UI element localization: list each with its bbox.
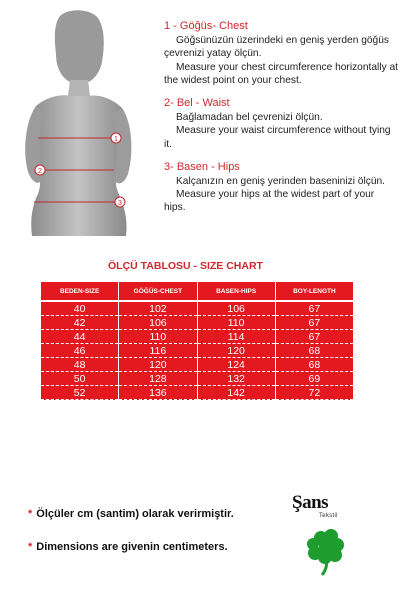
marker-3-label: 3	[118, 200, 122, 207]
waist-instruction-en: Measure your waist circumference without tying it.	[164, 125, 391, 150]
hips-instruction-tr: Kalçanızın en geniş yerinden baseninizi ölçün.	[176, 176, 385, 188]
chest-instruction-en: Measure your chest circumference horizontally at the widest point on your chest.	[164, 61, 398, 86]
table-row	[41, 386, 354, 400]
size-chart-title: ÖLÇÜ TABLOSU - SIZE CHART	[108, 260, 263, 272]
cell-hips: 110	[197, 316, 275, 330]
cell-hips: 132	[197, 372, 275, 386]
size-chart-header-row	[41, 282, 354, 302]
header-length: BOY-LENGTH	[275, 282, 353, 302]
asterisk-icon: *	[28, 541, 33, 553]
cell-chest: 110	[119, 330, 197, 344]
table-row	[41, 301, 354, 316]
asterisk-icon: *	[28, 508, 33, 520]
logo-brand-name: Şans	[292, 492, 329, 513]
four-leaf-clover-icon	[304, 526, 352, 576]
marker-1-label: 1	[114, 136, 118, 143]
cell-chest: 120	[119, 358, 197, 372]
cell-size: 42	[41, 316, 119, 330]
body-measurement-figure	[18, 10, 136, 238]
cell-length: 72	[275, 386, 353, 400]
cell-size: 46	[41, 344, 119, 358]
cell-hips: 106	[197, 301, 275, 316]
cell-length: 67	[275, 301, 353, 316]
cell-size: 48	[41, 358, 119, 372]
waist-instruction-tr: Bağlamadan bel çevrenizi ölçün.	[176, 112, 323, 124]
cell-chest: 116	[119, 344, 197, 358]
cell-size: 44	[41, 330, 119, 344]
table-row	[41, 330, 354, 344]
cell-length: 68	[275, 358, 353, 372]
waist-instruction	[164, 97, 398, 151]
cell-size: 52	[41, 386, 119, 400]
cell-length: 69	[275, 372, 353, 386]
cell-hips: 124	[197, 358, 275, 372]
cell-chest: 106	[119, 316, 197, 330]
table-row	[41, 344, 354, 358]
table-row	[41, 372, 354, 386]
chest-instruction	[164, 20, 398, 87]
marker-2-label: 2	[38, 168, 42, 175]
header-hips: BASEN-HIPS	[197, 282, 275, 302]
note-english-text: Dimensions are givenin centimeters.	[36, 541, 228, 553]
note-turkish-text: Ölçüler cm (santim) olarak verirmiştir.	[36, 508, 234, 520]
cell-hips: 120	[197, 344, 275, 358]
cell-length: 68	[275, 344, 353, 358]
hips-instruction	[164, 161, 398, 215]
note-english	[28, 541, 228, 553]
measurement-instructions	[164, 20, 398, 225]
cell-length: 67	[275, 330, 353, 344]
header-chest: GÖĞÜS-CHEST	[119, 282, 197, 302]
header-size: BEDEN-SIZE	[41, 282, 119, 302]
cell-size: 40	[41, 301, 119, 316]
hips-instruction-en: Measure your hips at the widest part of your hips.	[164, 189, 375, 214]
cell-chest: 102	[119, 301, 197, 316]
table-row	[41, 358, 354, 372]
size-chart-table	[40, 281, 354, 400]
logo-subtitle: Tekstil	[319, 513, 338, 519]
cell-chest: 128	[119, 372, 197, 386]
cell-chest: 136	[119, 386, 197, 400]
brand-logo	[286, 492, 358, 574]
cell-hips: 114	[197, 330, 275, 344]
cell-hips: 142	[197, 386, 275, 400]
chest-instruction-tr: Göğsünüzün üzerindeki en geniş yerden göğüs çevrenizi yatay ölçün.	[164, 35, 389, 60]
body-silhouette-illustration	[18, 10, 136, 238]
cell-length: 67	[275, 316, 353, 330]
cell-size: 50	[41, 372, 119, 386]
note-turkish	[28, 508, 234, 520]
hips-instruction-title: 3- Basen - Hips	[164, 160, 240, 173]
table-row	[41, 316, 354, 330]
waist-instruction-title: 2- Bel - Waist	[164, 97, 230, 110]
chest-instruction-title: 1 - Göğüs- Chest	[164, 20, 248, 32]
